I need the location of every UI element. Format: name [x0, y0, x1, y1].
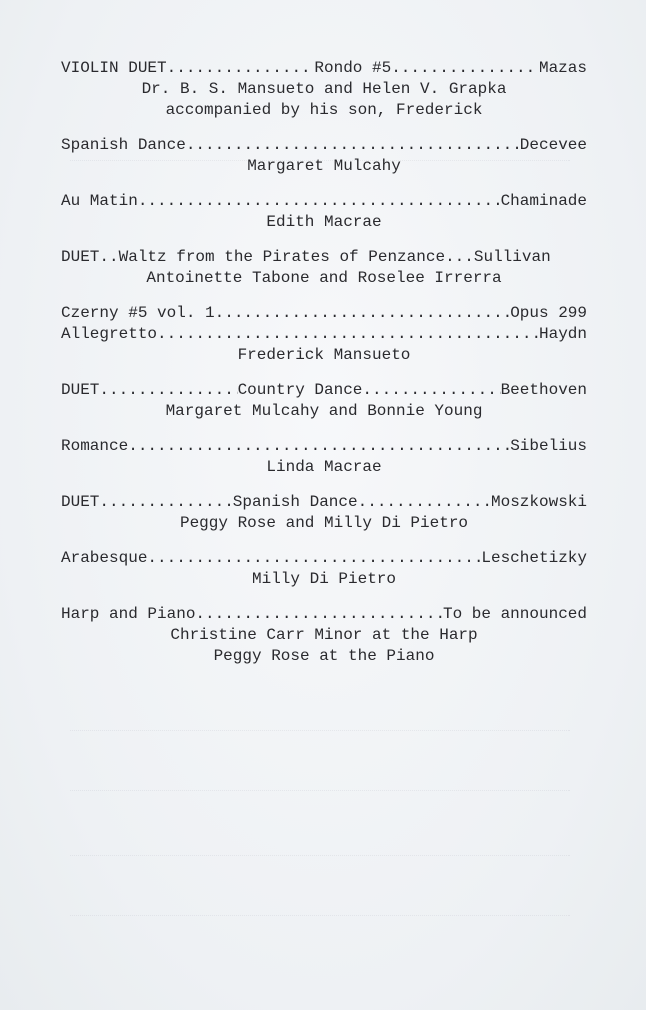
performer: Linda Macrae [266, 458, 382, 476]
performer: Christine Carr Minor at the Harp [170, 626, 478, 644]
leader-dots [186, 135, 520, 156]
piece-line [61, 436, 587, 457]
performer: Peggy Rose at the Piano [213, 647, 435, 665]
program-list [61, 58, 589, 681]
performer: Dr. B. S. Mansueto and Helen V. Grapka [141, 80, 507, 98]
composer: Moszkowski [490, 493, 587, 511]
piece-type: DUET [61, 381, 100, 399]
performer: Frederick Mansueto [237, 346, 411, 364]
piece-title: Romance [61, 437, 129, 455]
performer: Edith Macrae [266, 213, 382, 231]
piece-line [61, 191, 587, 212]
performer: accompanied by his son, Frederick [165, 101, 483, 119]
composer: Chaminade [500, 192, 587, 210]
leader-dots [138, 191, 501, 212]
composer: Mazas [538, 59, 587, 77]
leader-dots [362, 380, 500, 401]
leader-dots [147, 548, 481, 569]
program-item [61, 191, 589, 233]
program-item [61, 135, 589, 177]
piece-title: Spanish Dance [232, 493, 358, 511]
program-item [61, 548, 589, 590]
piece-title: Au Matin [61, 192, 138, 210]
leader-dots [358, 492, 491, 513]
composer: Sibelius [510, 437, 587, 455]
piece-title: Czerny #5 vol. 1 [61, 304, 215, 322]
leader-dots [391, 58, 539, 79]
composer: Sullivan [473, 248, 551, 266]
performer: Margaret Mulcahy [247, 157, 401, 175]
piece-title: Spanish Dance [61, 136, 186, 154]
piece-line [61, 324, 587, 345]
piece-title: DUET..Waltz from the Pirates of Penzance... [61, 248, 474, 266]
piece-line [61, 548, 587, 569]
piece-title: Allegretto [61, 325, 158, 343]
leader-dots [167, 58, 315, 79]
leader-dots [195, 604, 443, 625]
composer: Decevee [519, 136, 587, 154]
program-item [61, 604, 589, 667]
piece-title: Arabesque [61, 549, 148, 567]
program-item [61, 303, 589, 366]
performer: Milly Di Pietro [251, 570, 397, 588]
leader-dots [99, 380, 237, 401]
program-item [61, 436, 589, 478]
leader-dots [215, 303, 511, 324]
piece-line [61, 380, 587, 401]
program-item [61, 58, 589, 121]
composer: Beethoven [500, 381, 587, 399]
composer: Haydn [538, 325, 587, 343]
composer: Opus 299 [510, 304, 587, 322]
performer: Margaret Mulcahy and Bonnie Young [165, 402, 483, 420]
leader-dots [99, 492, 232, 513]
piece-line [61, 303, 587, 324]
piece-type: VIOLIN DUET [61, 59, 167, 77]
program-item [61, 247, 589, 289]
composer: Leschetizky [481, 549, 587, 567]
leader-dots [157, 324, 539, 345]
piece-line [61, 492, 587, 513]
piece-title: Harp and Piano [61, 605, 196, 623]
piece-title: Country Dance [237, 381, 363, 399]
program-item [61, 492, 589, 534]
performer: Peggy Rose and Milly Di Pietro [179, 514, 469, 532]
piece-line [61, 604, 587, 625]
piece-line [61, 58, 587, 79]
performer: Antoinette Tabone and Roselee Irrerra [146, 269, 502, 287]
piece-line [61, 247, 587, 268]
piece-type: DUET [61, 493, 100, 511]
composer: To be announced [442, 605, 587, 623]
piece-line [61, 135, 587, 156]
leader-dots [128, 436, 510, 457]
piece-title: Rondo #5 [314, 59, 392, 77]
program-item [61, 380, 589, 422]
